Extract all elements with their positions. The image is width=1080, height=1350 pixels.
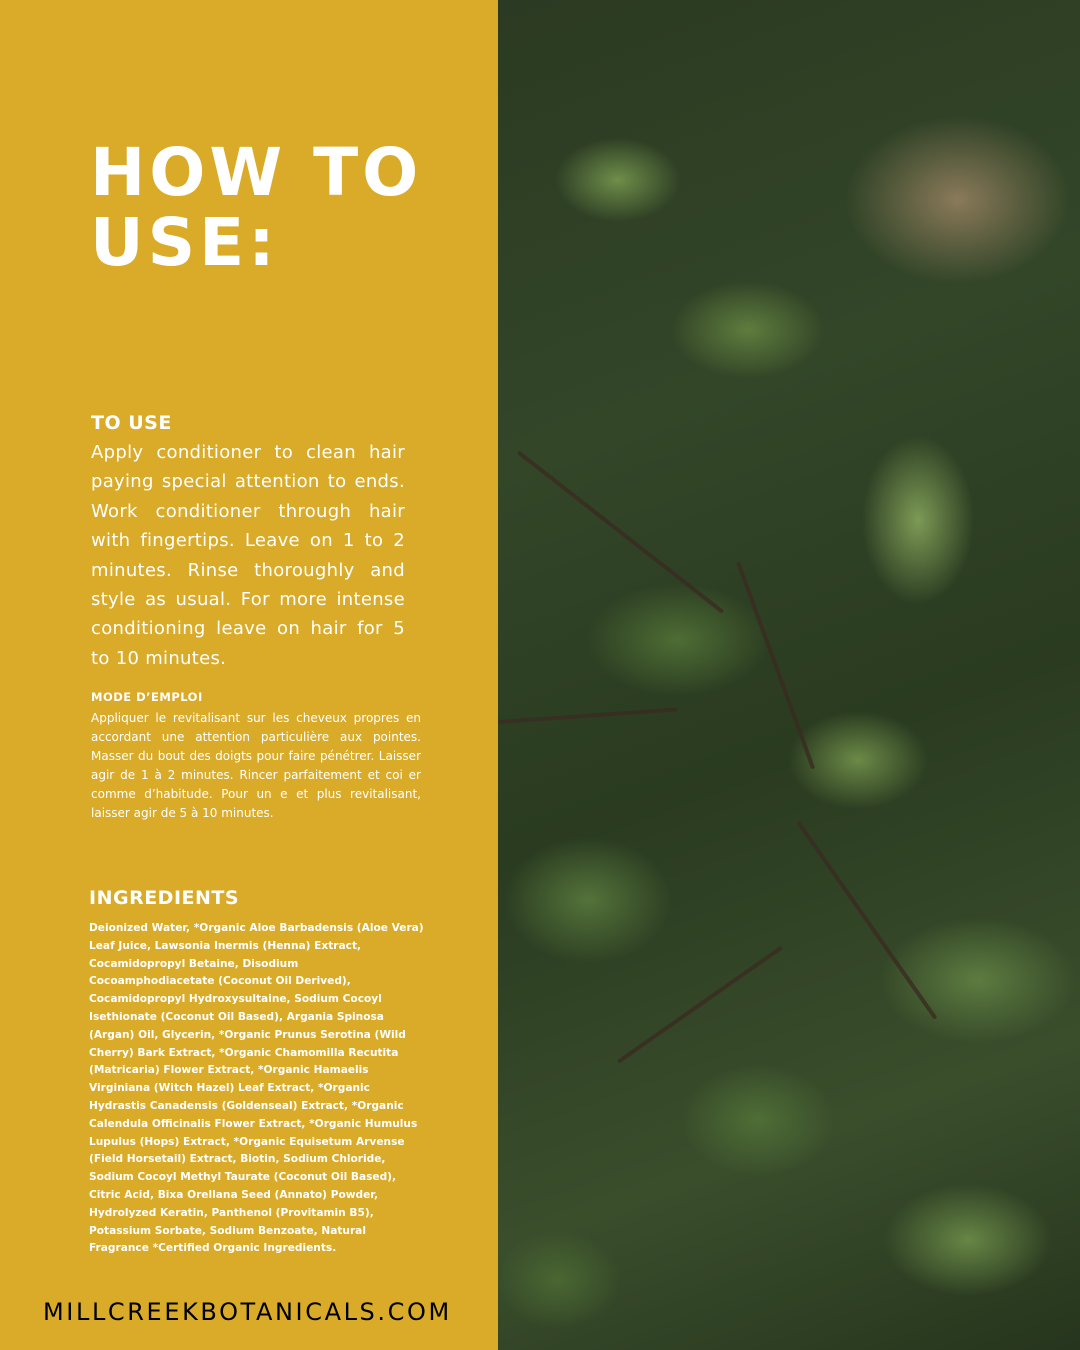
branch-decoration	[517, 450, 724, 613]
mode-emploi-text: Appliquer le revitalisant sur les cheveux propres en accordant une attention particulière aux pointes. Masser du bout des doigts pour faire pénétrer. Laisser agir de 1 à 2 minutes. Rincer parfaitement et coi er comme d’habitude. Pour un e et plus revitalisant, laisser agir de 5 à 10 minutes.	[91, 711, 421, 820]
page-title: HOW TO USE:	[90, 134, 423, 281]
ingredients-list: Deionized Water, *Organic Aloe Barbadensis (Aloe Vera) Leaf Juice, Lawsonia Inermis (Henna) Extract, Cocamidopropyl Betaine, Disodium Cocoamphodiacetate (Coconut Oil Derived), Cocamidopropyl Hydroxysultaine, Sodium Cocoyl Isethionate (Coconut Oil Based), Argania Spinosa (Argan) Oil, Glycerin, *Organic Prunus Serotina (Wild Cherry) Bark Extract, *Organic Chamomilla Recutita (Matricaria) Flower Extract, *Organic Hamaelis Virginiana (Witch Hazel) Leaf Extract, *Organic Hydrastis Canadensis (Goldenseal) Extract, *Organic Calendula Officinalis Flower Extract, *Organic Humulus Lupulus (Hops) Extract, *Organic Equisetum Arvense (Field Horsetail) Extract, Biotin, Sodium Chloride, Sodium Cocoyl Methyl Taurate (Coconut Oil Based), Citric Acid, Bixa Orellana Seed (Annato) Powder, Hydrolyzed Keratin, Panthenol (Provitamin B5), Potassium Sorbate, Sodium Benzoate, Natural Fragrance *Certified Organic Ingredients.	[89, 922, 424, 1255]
mode-emploi-heading: MODE D’EMPLOI	[91, 690, 203, 704]
website-link[interactable]: MILLCREEKBOTANICALS.COM	[43, 1298, 452, 1326]
to-use-text: Apply conditioner to clean hair paying special attention to ends. Work conditioner through hair with fingertips. Leave on 1 to 2 minutes. Rinse thoroughly and style as usual. For more intense conditioning leave on hair for 5 to 10 minutes.	[91, 442, 405, 669]
branch-decoration	[796, 821, 937, 1020]
info-panel	[0, 0, 498, 1350]
foliage-photo	[498, 0, 1080, 1350]
branch-decoration	[736, 561, 815, 769]
branch-decoration	[617, 946, 783, 1064]
ingredients-heading: INGREDIENTS	[89, 887, 240, 909]
branch-decoration	[498, 707, 678, 724]
to-use-heading: TO USE	[91, 412, 172, 434]
